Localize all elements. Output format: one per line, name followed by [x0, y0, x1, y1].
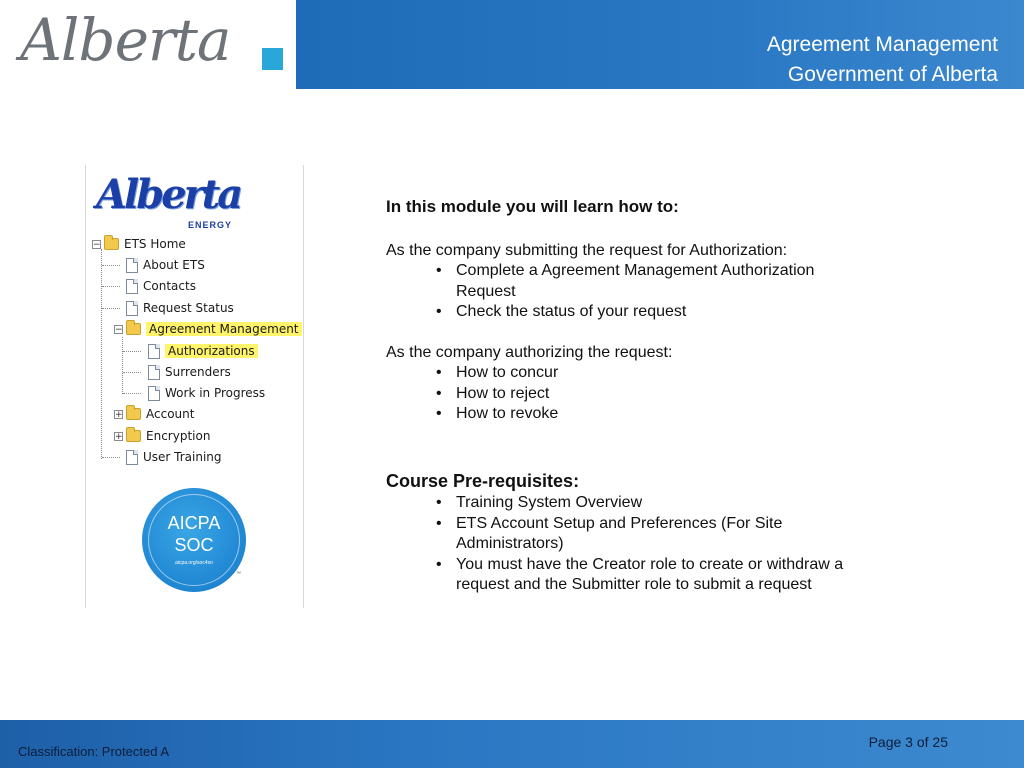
header-title-line1: Agreement Management: [766, 33, 998, 56]
trademark-mark: ™: [236, 571, 241, 577]
page-indicator: Page 3 of 25: [868, 734, 948, 750]
tree-node-surrenders[interactable]: [148, 363, 231, 381]
tree-node-user-training[interactable]: [126, 448, 222, 466]
tree-node-label: Surrenders: [165, 365, 231, 379]
badge-line2: SOC: [174, 535, 214, 555]
alberta-energy-wordmark: Alberta: [96, 171, 241, 218]
page-icon: [148, 386, 160, 401]
tree-node-label: Request Status: [143, 301, 234, 315]
page-icon: [126, 301, 138, 316]
collapse-icon[interactable]: −: [93, 239, 101, 250]
tree-node-ets-home[interactable]: [92, 235, 186, 253]
list-item: • How to reject: [436, 384, 856, 405]
prereq-heading: Course Pre-requisites:: [386, 471, 580, 491]
logo-accent-square: [262, 48, 283, 70]
tree-node-work-in-progress[interactable]: [148, 384, 265, 402]
folder-open-icon: [126, 323, 141, 335]
header-title: [767, 30, 998, 90]
tree-connector: [123, 372, 141, 373]
folder-closed-icon: [126, 408, 141, 420]
classification-label: Classification: Protected A: [18, 744, 170, 759]
tree-node-agreement-management[interactable]: [114, 320, 302, 338]
page-footer: [0, 720, 1024, 768]
tree-node-contacts[interactable]: [126, 277, 196, 295]
tree-node-label: Account: [146, 407, 195, 421]
tree-node-label: ETS Home: [124, 237, 186, 251]
aicpa-soc-badge: [142, 488, 246, 592]
page-icon: [126, 279, 138, 294]
list-item: • Complete a Agreement Management Authorization Request: [436, 261, 856, 302]
header-band: [296, 0, 1024, 89]
expand-icon[interactable]: +: [115, 431, 123, 442]
alberta-energy-sub: ENERGY: [188, 220, 233, 230]
authorizing-intro: As the company authorizing the request:: [386, 344, 673, 361]
tree-connector: [102, 265, 120, 266]
submitting-intro: As the company submitting the request for Authorization:: [386, 242, 788, 259]
module-heading: In this module you will learn how to:: [386, 197, 679, 216]
tree-connector: [102, 308, 120, 309]
tree-node-label: Authorizations: [165, 344, 258, 358]
tree-node-label: Contacts: [143, 279, 196, 293]
tree-node-label: User Training: [143, 450, 222, 464]
tree-node-about-ets[interactable]: [126, 256, 205, 274]
submitting-bullets: [436, 261, 856, 323]
badge-url: aicpa.org/soc4so: [175, 560, 213, 566]
tree-node-label: About ETS: [143, 258, 205, 272]
page-icon: [148, 365, 160, 380]
list-item: • How to revoke: [436, 404, 856, 425]
alberta-logo-wordmark: Alberta: [20, 6, 231, 74]
tree-node-account[interactable]: [114, 405, 194, 423]
list-item: • How to concur: [436, 363, 856, 384]
page-header: [0, 0, 1024, 89]
list-item: • Training System Overview: [436, 493, 876, 514]
folder-closed-icon: [126, 430, 141, 442]
tree-node-label: Agreement Management: [146, 322, 302, 336]
tree-connector: [102, 286, 120, 287]
collapse-icon[interactable]: −: [115, 324, 123, 335]
authorizing-bullets: [436, 363, 856, 425]
ets-navigation-panel: [85, 165, 304, 608]
tree-node-label: Encryption: [146, 429, 211, 443]
expand-icon[interactable]: +: [115, 409, 123, 420]
list-item: • ETS Account Setup and Preferences (For Site Administrators): [436, 514, 876, 555]
page-icon: [126, 258, 138, 273]
tree-connector: [123, 393, 141, 394]
header-title-line2: Government of Alberta: [787, 63, 998, 86]
tree-connector: [122, 337, 123, 394]
page-icon: [126, 450, 138, 465]
tree-node-encryption[interactable]: [114, 427, 210, 445]
tree-connector: [102, 457, 120, 458]
badge-line1: AICPA: [167, 513, 221, 533]
tree-node-request-status[interactable]: [126, 299, 234, 317]
folder-open-icon: [104, 238, 119, 250]
tree-connector: [101, 249, 102, 459]
list-item: • Check the status of your request: [436, 302, 856, 323]
prereq-bullets: [436, 493, 876, 596]
alberta-logo: [0, 0, 296, 89]
page-icon: [148, 344, 160, 359]
tree-node-label: Work in Progress: [165, 386, 266, 400]
tree-node-authorizations[interactable]: [148, 342, 258, 360]
tree-connector: [123, 351, 141, 352]
list-item: • You must have the Creator role to create or withdraw a request and the Submitter role to submit a request: [436, 555, 876, 596]
